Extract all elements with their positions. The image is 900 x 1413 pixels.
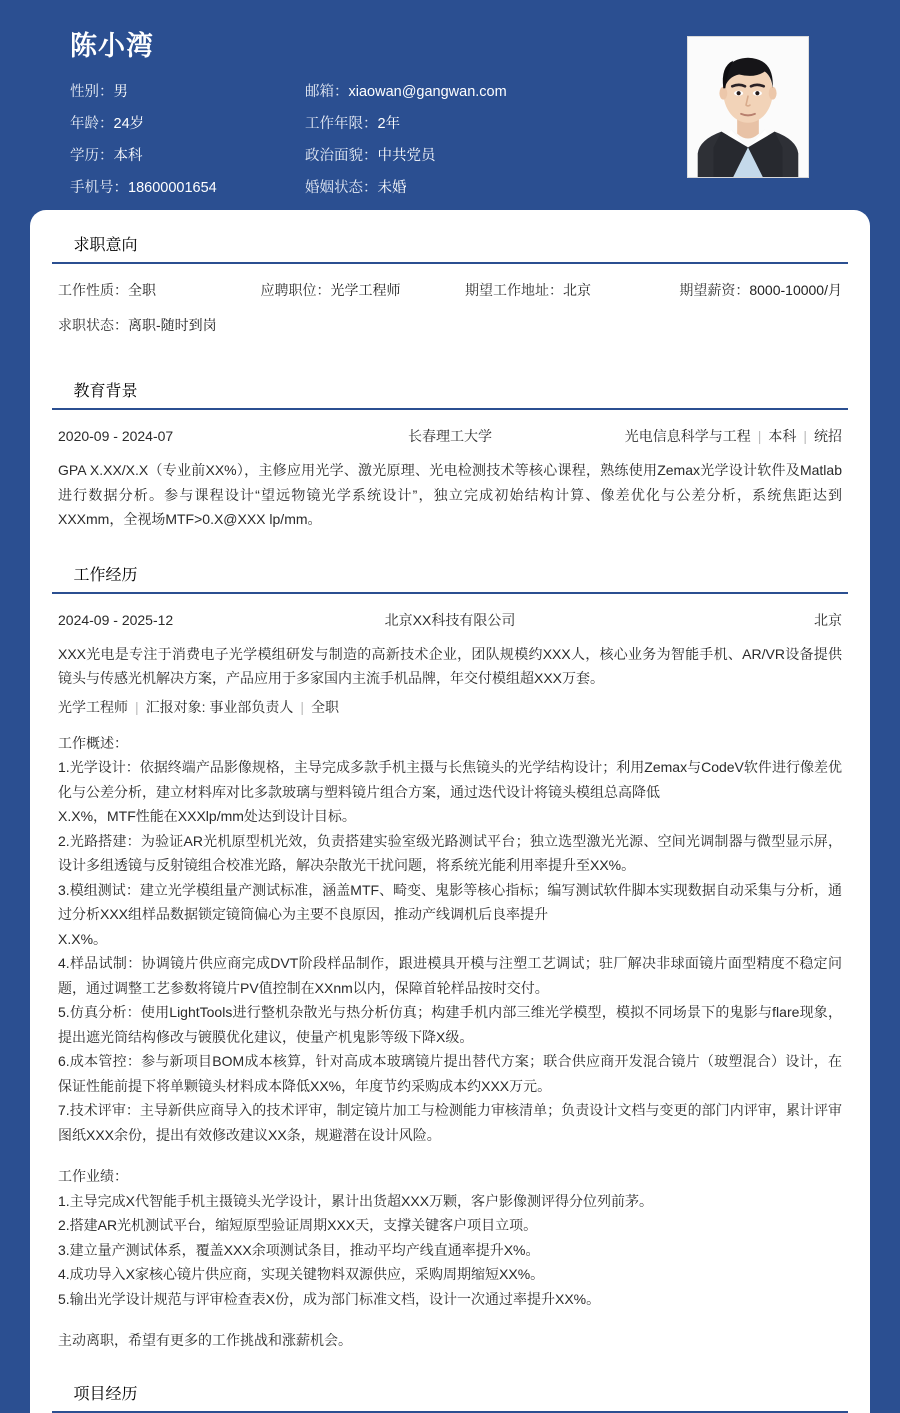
meta-experience-years: [305, 114, 630, 136]
education-school: 长春理工大学: [408, 428, 492, 444]
meta-political-status: [305, 146, 630, 168]
work-overview-item: 3.模组测试：建立光学模组量产测试标准，涵盖MTF、畸变、鬼影等核心指标；编写测试软件脚本实现数据自动采集与分析，通过分析XXX组样品数据锁定镜筒偏心为主要不良原因，推动产线调机后良率提升: [58, 881, 842, 922]
box-icon: [52, 1382, 69, 1399]
education-degree: 本科: [768, 428, 797, 444]
meta-gender-label: 性别：: [70, 84, 114, 101]
meta-education-level-value: 本科: [113, 147, 143, 164]
resume-header: [0, 0, 900, 210]
meta-marital-status: [305, 178, 630, 200]
work-job-type: 全职: [311, 698, 340, 715]
work-overview-list: [58, 755, 842, 1147]
candidate-name: 陈小湾: [70, 31, 154, 61]
objective-row-2: [58, 315, 842, 336]
section-body-education: [30, 410, 870, 548]
spacer-after-education: [30, 548, 870, 562]
objective-location-value: 北京: [563, 282, 592, 298]
education-right-meta: [542, 426, 842, 446]
work-achievement-item: 4.成功导入X家核心镜片供应商，实现关键物料双源供应，采购周期缩短XX%。: [58, 1266, 545, 1282]
spacer-after-work: [30, 1359, 870, 1381]
education-description: GPA X.XX/X.X（专业前XX%），主修应用光学、激光原理、光电检测技术等核心课程，熟练使用Zemax光学设计软件及Matlab进行数据分析。参与课程设计“望远物镜光学系统设计”，独立完成初始结构计算、像差优化与公差分析，系统焦距达到XXXmm，全视场MTF>0.X@XXX lp/mm。: [58, 462, 842, 527]
portrait-photo-icon: [688, 37, 808, 177]
section-header-project: [52, 1381, 848, 1413]
section-body-objective: [30, 264, 870, 356]
objective-position: [261, 280, 466, 301]
work-achievement-list: [58, 1189, 842, 1312]
section-title-objective: 求职意向: [73, 237, 138, 254]
briefcase-icon: [52, 564, 69, 581]
meta-experience-years-label: 工作年限：: [305, 116, 378, 133]
work-overview-item: 4.样品试制：协调镜片供应商完成DVT阶段样品制作，跟进模具开模与注塑工艺调试；驻厂解决非球面镜片面型精度不稳定问题，通过调整工艺参数将镜片PV值控制在XXnm以内，保障首轮样品按时交付。: [58, 955, 842, 996]
meta-gender: [70, 82, 305, 104]
meta-marital-status-label: 婚姻状态：: [305, 179, 378, 196]
work-overview-item: 2.光路搭建：为验证AR光机原型机光效，负责搭建实验室级光路测试平台；独立选型激光光源、空间光调制器与微型显示屏，设计多组透镜与反射镜组合校准光路，解决杂散光干扰问题，将系统光能利用率提升至XX%。: [58, 832, 842, 873]
meta-gender-value: 男: [113, 84, 128, 101]
objective-salary-value: 8000-10000/月: [749, 282, 842, 298]
work-report-to: 汇报对象: 事业部负责人: [145, 698, 294, 715]
objective-location: [465, 280, 679, 301]
graduation-cap-icon: [52, 381, 69, 398]
work-achievement-item: 1.主导完成X代智能手机主摄镜头光学设计，累计出货超XXX万颗，客户影像测评得分位列前茅。: [58, 1192, 654, 1209]
section-tab-project: [52, 1386, 137, 1403]
work-gap: [58, 1147, 842, 1164]
meta-experience-years-value: 2年: [377, 116, 401, 133]
section-tab-objective: [52, 237, 137, 254]
work-sep-1: |: [135, 698, 139, 715]
meta-age-value: 24岁: [113, 116, 145, 133]
section-header-work: [52, 562, 848, 594]
work-overview-title: 工作概述：: [58, 734, 128, 751]
work-company-intro: XXX光电是专注于消费电子光学模组研发与制造的高新技术企业，团队规模约XXX人，核心业务为智能手机、AR/VR设备提供镜头与传感光机解决方案，产品应用于多家国内主流手机品牌，年交付模组超XXX万套。: [58, 645, 842, 686]
education-sep-1: |: [757, 428, 762, 444]
work-date: 2024-09 - 2025-12: [58, 611, 174, 628]
education-entry-head: [58, 426, 842, 446]
meta-marital-status-value: 未婚: [377, 179, 407, 196]
education-major: 光电信息科学与工程: [624, 428, 751, 444]
section-title-project: 项目经历: [73, 1385, 138, 1403]
work-gap-2: [58, 1311, 842, 1328]
section-title-education: 教育背景: [73, 383, 138, 400]
meta-education-level-label: 学历：: [70, 147, 114, 164]
section-header-education: [52, 378, 848, 410]
work-achievement-item: 2.搭建AR光机测试平台，缩短原型验证周期XXX天，支撑关键客户项目立项。: [58, 1217, 538, 1233]
section-header-objective: [52, 232, 848, 264]
education-sep-2: |: [803, 428, 807, 444]
meta-phone-label: 手机号：: [70, 179, 128, 196]
work-overview-item: 6.成本管控：参与新项目BOM成本核算，针对高成本玻璃镜片提出替代方案；联合供应商开发混合镜片（玻塑混合）设计，在保证性能前提下将单颗镜头材料成本降低XX%，年度节约采购成本约XXX万元。: [58, 1053, 842, 1094]
objective-status-value: 离职-随时到岗: [128, 317, 217, 333]
objective-position-label: 应聘职位：: [260, 282, 331, 298]
section-body-work: [30, 594, 870, 1359]
meta-age-label: 年龄：: [70, 116, 114, 133]
objective-position-value: 光学工程师: [330, 282, 401, 298]
meta-email: [305, 82, 630, 104]
section-tab-work: [52, 567, 137, 584]
work-overview-item: 5.仿真分析：使用LightTools进行整机杂散光与热分析仿真；构建手机内部三维光学模型，模拟不同场景下的鬼影与flare现象，提出遮光筒结构修改与镀膜优化建议，使量产机鬼影等级下降X级。: [58, 1004, 842, 1045]
meta-education-level: [70, 146, 305, 168]
work-leave-reason: 主动离职，希望有更多的工作挑战和涨薪机会。: [58, 1332, 352, 1348]
candidate-meta-grid: [70, 82, 630, 199]
objective-row-1: [58, 280, 842, 301]
work-entry-head: [58, 610, 842, 630]
work-company: 北京XX科技有限公司: [384, 611, 516, 628]
work-sep-2: |: [300, 698, 305, 715]
work-location: 北京: [814, 611, 842, 628]
section-tab-education: [52, 383, 137, 400]
work-role-line: [58, 697, 842, 717]
necktie-icon: [52, 234, 69, 251]
work-achievement-title: 工作业绩：: [58, 1168, 128, 1184]
meta-email-label: 邮箱：: [305, 84, 349, 101]
work-position: 光学工程师: [58, 698, 128, 715]
meta-phone: [70, 178, 305, 200]
meta-email-value: xiaowan@gangwan.com: [348, 84, 507, 101]
objective-status: [58, 315, 217, 336]
work-achievement-item: 3.建立量产测试体系，覆盖XXX余项测试条目，推动平均产线直通率提升X%。: [58, 1241, 540, 1258]
education-admission: 统招: [814, 428, 842, 444]
objective-job-nature-value: 全职: [128, 282, 156, 298]
objective-job-nature-label: 工作性质：: [58, 282, 128, 298]
meta-age: [70, 114, 305, 136]
candidate-photo: [687, 36, 809, 178]
work-achievement-item: 5.输出光学设计规范与评审检查表X份，成为部门标准文档，设计一次通过率提升XX%。: [58, 1290, 601, 1307]
objective-salary: [679, 280, 842, 301]
spacer-after-objective: [30, 356, 870, 378]
education-date: 2020-09 - 2024-07: [58, 428, 174, 444]
meta-phone-value: 18600001654: [128, 179, 217, 196]
objective-salary-label: 期望薪资：: [679, 282, 750, 298]
meta-political-status-label: 政治面貌：: [305, 147, 378, 164]
objective-location-label: 期望工作地址：: [465, 282, 564, 298]
work-overview-item: X.X%。: [58, 930, 108, 947]
meta-political-status-value: 中共党员: [377, 147, 436, 164]
objective-job-nature: [58, 280, 261, 301]
work-overview-item: X.X%，MTF性能在XXXlp/mm处达到设计目标。: [58, 808, 356, 824]
work-overview-item: 1.光学设计：依据终端产品影像规格，主导完成多款手机主摄与长焦镜头的光学结构设计；利用Zemax与CodeV软件进行像差优化与公差分析，建立材料库对比多款玻璃与塑料镜片组合方案，通过迭代设计将镜头模组总高降低: [58, 759, 842, 800]
objective-status-label: 求职状态：: [58, 317, 128, 333]
work-overview-item: 7.技术评审：主导新供应商导入的技术评审，制定镜片加工与检测能力审核清单；负责设计文档与变更的部门内评审，累计评审图纸XXX余份，提出有效修改建议XX条，规避潜在设计风险。: [58, 1102, 842, 1143]
resume-card: [30, 210, 870, 1413]
section-title-work: 工作经历: [73, 566, 138, 584]
